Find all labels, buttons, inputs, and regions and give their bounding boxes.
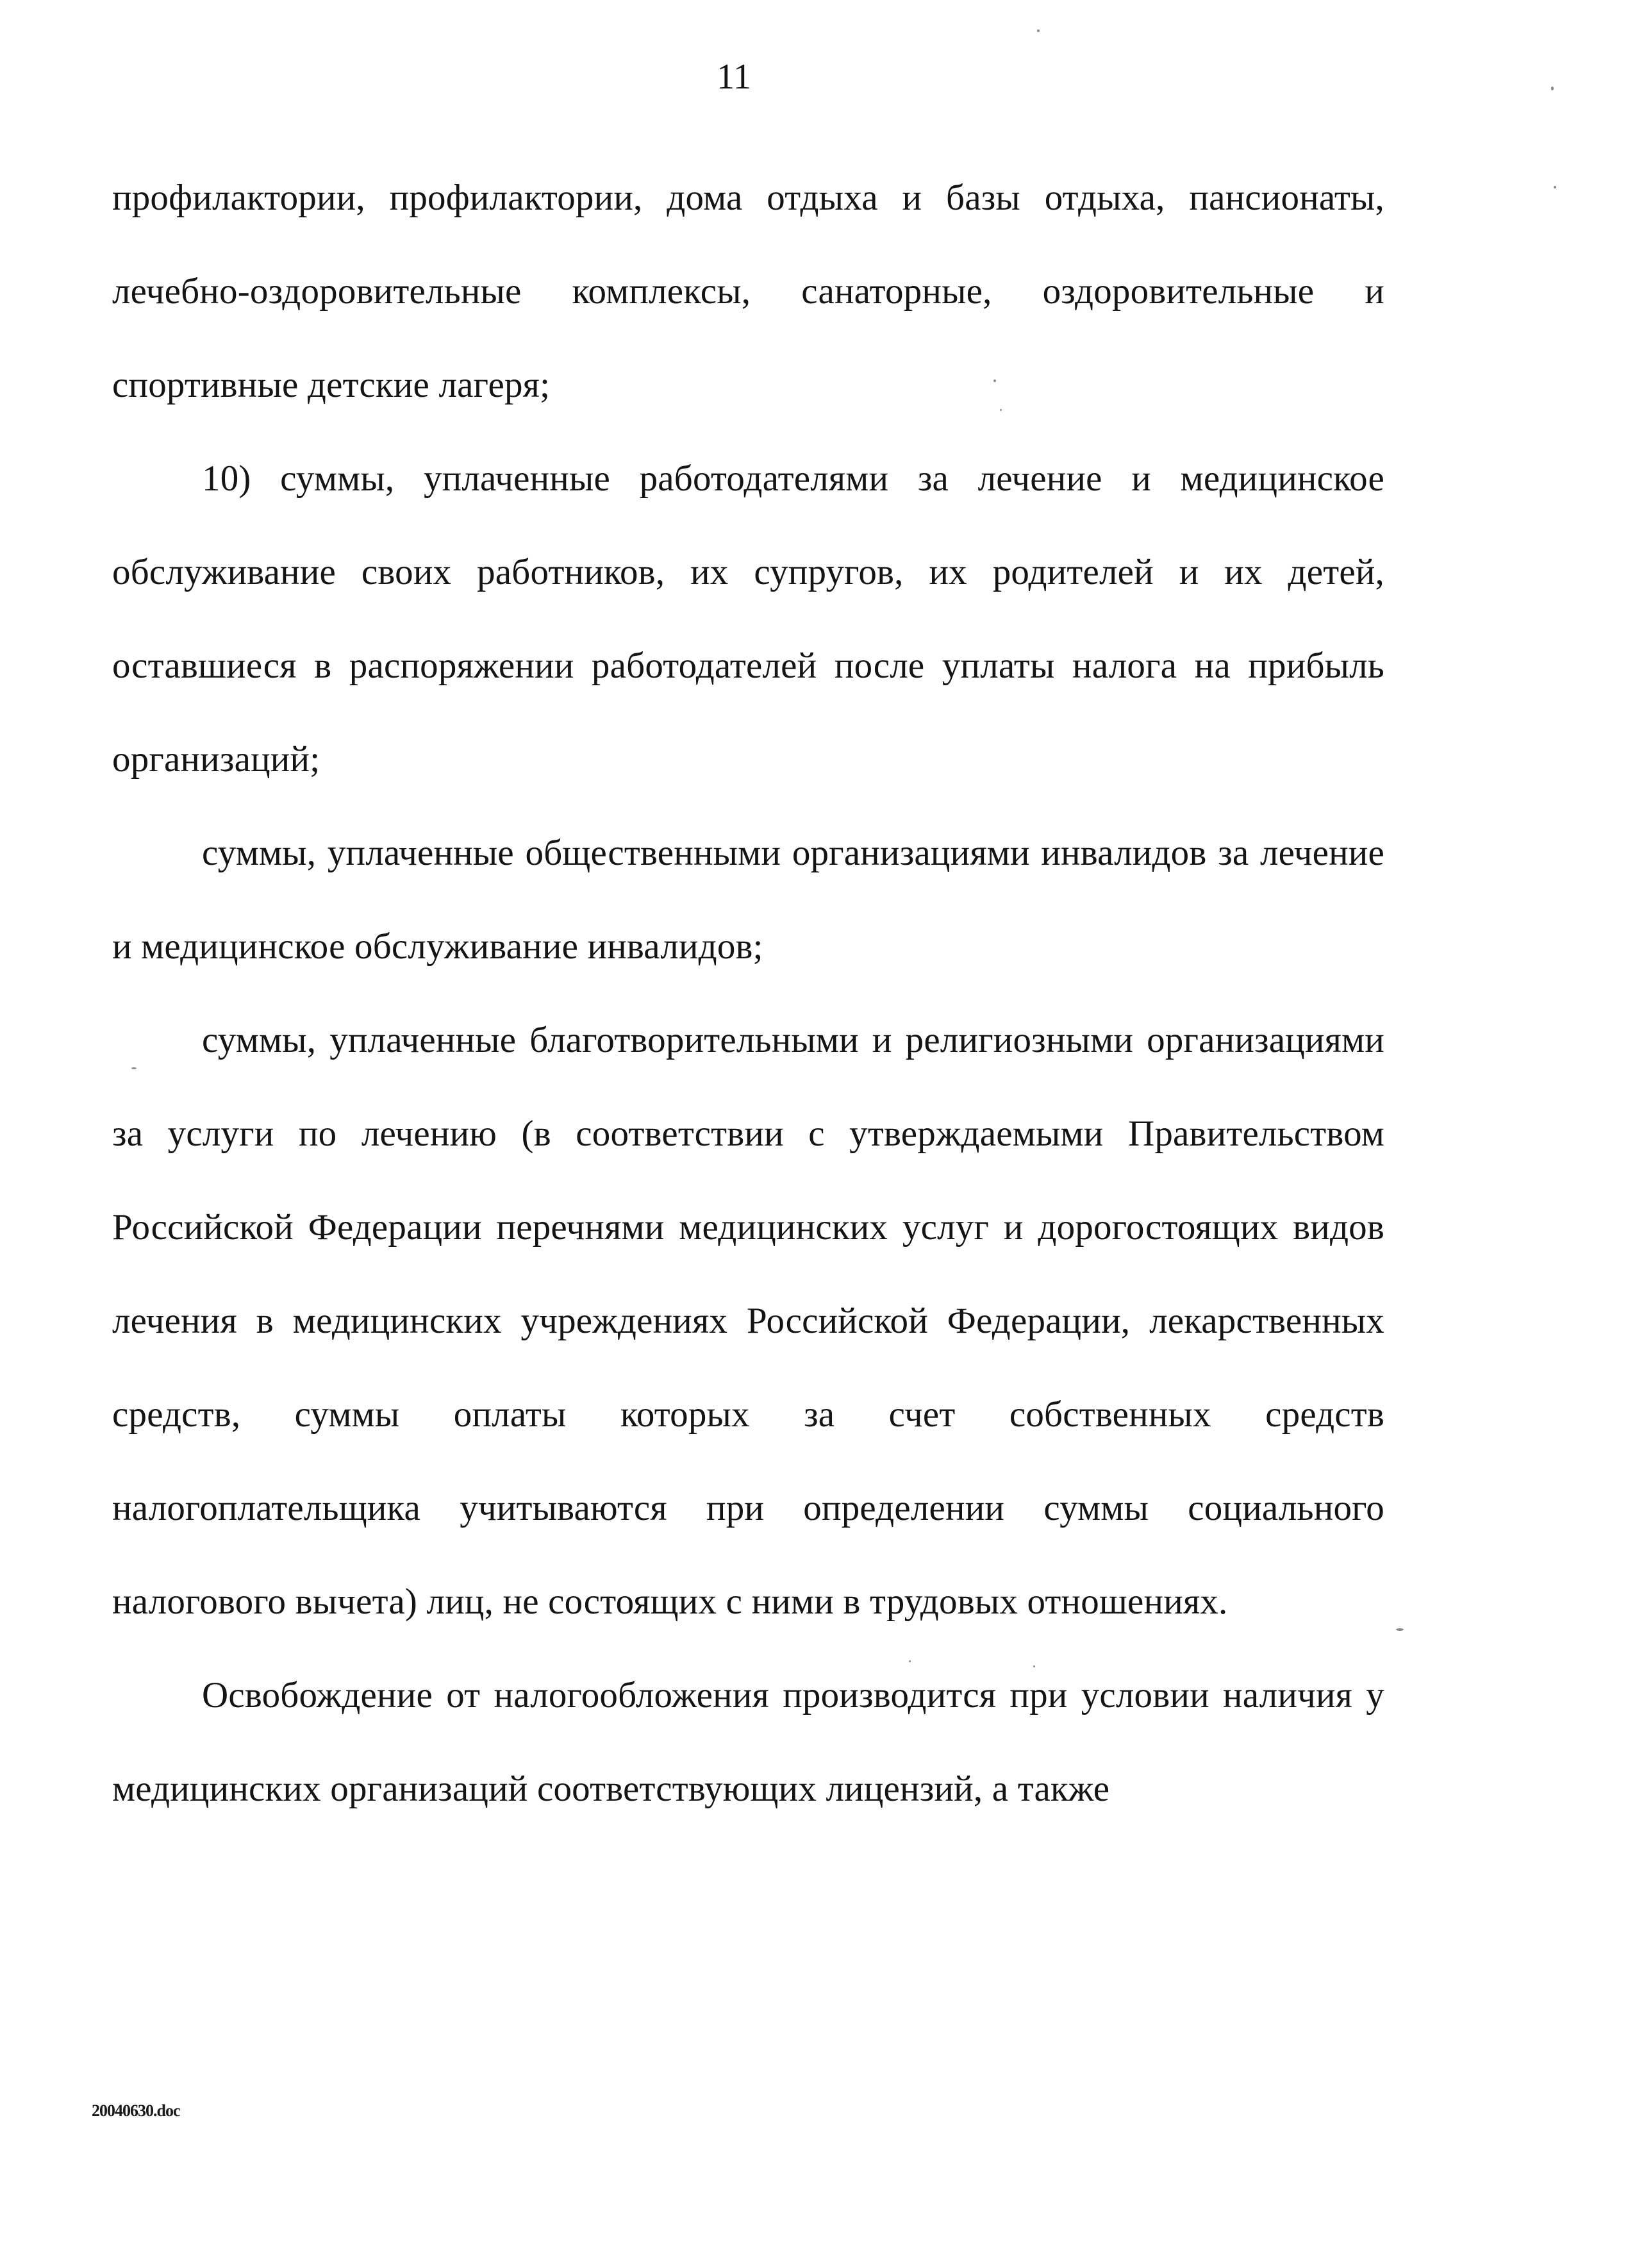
paragraph-1: профилактории, профилактории, дома отдыха и базы отдыха, пансионаты, лечебно-оздоровительные комплексы, санаторные, оздоровительные и спортивные детские лагеря; <box>112 178 1384 405</box>
paragraph-4: суммы, уплаченные благотворительными и религиозными организациями за услуги по лечению (в соответствии с утверждаемыми Правительством Российской Федерации перечнями медицинских услуг и дорогостоящих видов лечения в медицинских учреждениях Российской Федерации, лекарственных средств, суммы оплаты которых за счет собственных средств налогоплательщика учитываются при определении суммы социального налогового вычета) лиц, не состоящих с ними в трудовых отношениях. <box>112 1020 1384 1622</box>
document-body <box>112 151 1384 1836</box>
scan-speck <box>1000 409 1002 411</box>
scan-speck <box>1554 186 1556 188</box>
scan-speck <box>1033 1665 1035 1667</box>
paragraph-3: суммы, уплаченные общественными организациями инвалидов за лечение и медицинское обслуживание инвалидов; <box>112 833 1384 967</box>
scan-speck <box>909 1660 911 1662</box>
scan-speck <box>1551 87 1554 90</box>
scan-speck <box>993 379 996 382</box>
paragraph-2: 10) суммы, уплаченные работодателями за лечение и медицинское обслуживание своих работников, их супругов, их родителей и их детей, оставшиеся в распоряжении работодателей после уплаты налога на прибыль организаций; <box>112 458 1384 780</box>
scan-speck <box>131 1067 137 1069</box>
scan-speck <box>1037 29 1040 32</box>
footer-filename: 20040630.doc <box>92 2101 180 2120</box>
scan-speck <box>1396 1628 1404 1631</box>
paragraph-5: Освобождение от налогообложения производится при условии наличия у медицинских организаций соответствующих лицензий, а также <box>112 1675 1384 1809</box>
page-number: 11 <box>717 57 751 97</box>
